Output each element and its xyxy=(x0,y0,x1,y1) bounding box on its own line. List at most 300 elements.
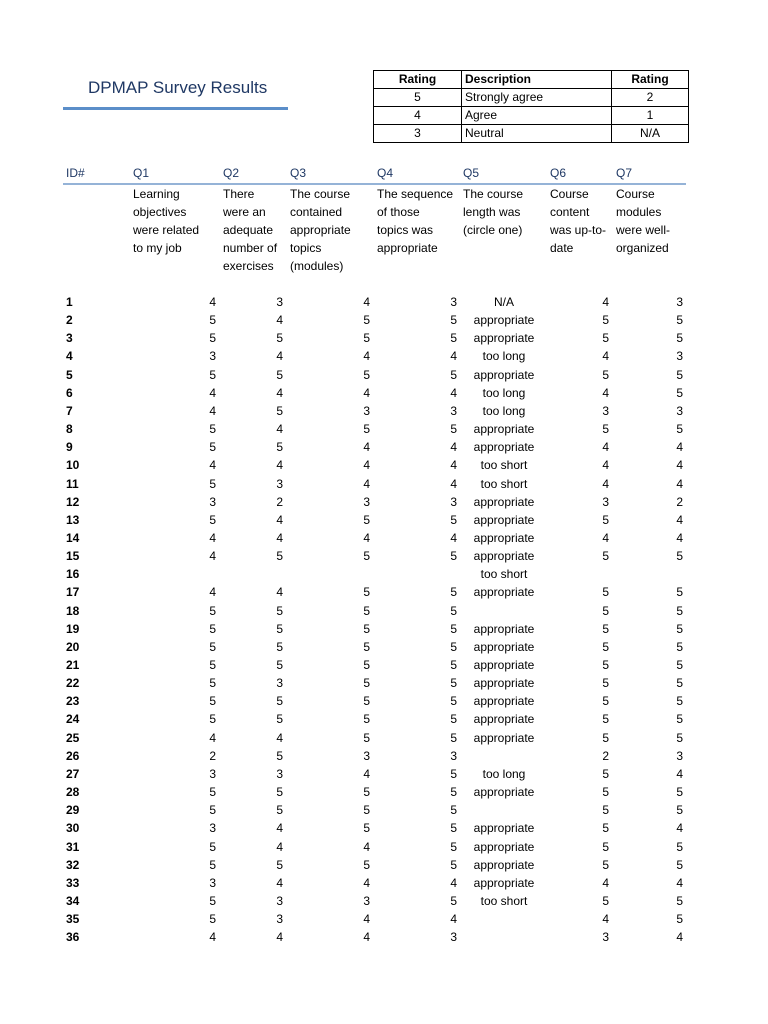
question-line: appropriate xyxy=(290,223,351,237)
q2-cell: 5 xyxy=(276,331,283,346)
q3-cell: 4 xyxy=(363,766,370,781)
id-cell: 20 xyxy=(66,639,80,654)
q3-cell: 5 xyxy=(363,785,370,800)
id-cell: 31 xyxy=(66,839,80,854)
q7-cell: 4 xyxy=(676,821,683,836)
question-line: appropriate xyxy=(377,241,438,255)
question-line: There xyxy=(223,187,255,201)
q3-cell: 3 xyxy=(363,748,370,763)
q3-cell: 5 xyxy=(363,658,370,672)
q4-cell: 5 xyxy=(450,821,457,836)
q4-cell: 4 xyxy=(450,440,457,455)
q7-cell: 3 xyxy=(676,403,683,418)
q3-cell: 4 xyxy=(363,930,370,945)
q5-cell: too short xyxy=(480,893,528,908)
q5-cell: too short xyxy=(480,458,528,473)
id-cell: 17 xyxy=(66,585,80,600)
q5-cell: appropriate xyxy=(473,730,535,745)
id-cell: 25 xyxy=(66,730,80,745)
q7-cell: 3 xyxy=(676,748,683,763)
table-row xyxy=(0,838,768,856)
q4-cell: 3 xyxy=(450,403,457,418)
q1-cell: 5 xyxy=(209,912,216,927)
q5-cell: appropriate xyxy=(473,875,535,890)
q2-cell: 5 xyxy=(276,857,283,872)
question-text-q4 xyxy=(377,185,453,257)
q1-cell: 5 xyxy=(209,512,216,527)
q1-cell: 4 xyxy=(209,530,216,545)
question-line: (circle one) xyxy=(463,223,523,237)
q3-cell: 5 xyxy=(363,313,370,328)
q5-cell: appropriate xyxy=(473,494,535,509)
id-cell: 5 xyxy=(66,367,73,382)
q2-cell: 5 xyxy=(276,403,283,418)
id-cell: 19 xyxy=(66,621,80,636)
table-row xyxy=(0,856,768,874)
table-row xyxy=(0,928,768,946)
id-cell: 15 xyxy=(66,549,80,564)
q1-cell: 3 xyxy=(209,766,216,781)
q1-cell: 5 xyxy=(209,658,216,672)
q3-cell: 5 xyxy=(363,331,370,346)
table-row xyxy=(0,638,768,656)
q7-cell: 5 xyxy=(676,367,683,382)
q1-cell: 5 xyxy=(209,639,216,654)
id-cell: 30 xyxy=(66,821,80,836)
q7-cell: 5 xyxy=(676,785,683,800)
question-line: Course xyxy=(550,187,589,201)
table-row xyxy=(0,892,768,910)
table-row xyxy=(0,765,768,783)
q3-cell: 5 xyxy=(363,422,370,437)
q3-cell: 5 xyxy=(363,549,370,564)
q1-cell: 5 xyxy=(209,313,216,328)
q5-cell: appropriate xyxy=(473,512,535,527)
id-cell: 33 xyxy=(66,875,80,890)
question-text-q7 xyxy=(616,185,670,257)
q4-cell: 5 xyxy=(450,785,457,800)
id-cell: 35 xyxy=(66,912,80,927)
q2-cell: 3 xyxy=(276,893,283,908)
q7-cell: 5 xyxy=(676,585,683,600)
table-row xyxy=(0,602,768,620)
legend-cell: 4 xyxy=(374,107,462,125)
id-cell: 24 xyxy=(66,712,80,727)
q6-cell: 5 xyxy=(602,803,609,818)
q7-cell: 5 xyxy=(676,839,683,854)
q5-cell: appropriate xyxy=(473,585,535,600)
table-row xyxy=(0,347,768,365)
q6-cell: 5 xyxy=(602,621,609,636)
q7-cell: 4 xyxy=(676,512,683,527)
q2-cell: 4 xyxy=(276,458,283,473)
q4-cell: 5 xyxy=(450,658,457,672)
table-row xyxy=(0,456,768,474)
q3-cell: 5 xyxy=(363,803,370,818)
q2-cell: 4 xyxy=(276,512,283,527)
id-cell: 12 xyxy=(66,494,80,509)
legend-header-rating-alt: Rating xyxy=(612,71,689,89)
legend-cell: 2 xyxy=(612,89,689,107)
q4-cell: 4 xyxy=(450,912,457,927)
q6-cell: 5 xyxy=(602,331,609,346)
q3-cell: 4 xyxy=(363,530,370,545)
id-cell: 22 xyxy=(66,676,80,691)
q1-cell: 4 xyxy=(209,930,216,945)
q3-cell: 4 xyxy=(363,875,370,890)
table-row xyxy=(0,438,768,456)
q6-cell: 4 xyxy=(602,295,609,309)
q7-cell: 5 xyxy=(676,422,683,437)
q7-cell: 3 xyxy=(676,295,683,309)
q6-cell: 2 xyxy=(602,748,609,763)
column-header-id: ID# xyxy=(66,166,85,180)
q1-cell: 4 xyxy=(209,549,216,564)
q4-cell: 5 xyxy=(450,639,457,654)
q2-cell: 4 xyxy=(276,313,283,328)
q2-cell: 4 xyxy=(276,585,283,600)
q1-cell: 4 xyxy=(209,585,216,600)
q6-cell: 5 xyxy=(602,639,609,654)
q7-cell: 5 xyxy=(676,893,683,908)
q1-cell: 5 xyxy=(209,367,216,382)
q6-cell: 5 xyxy=(602,603,609,618)
legend-header-row xyxy=(374,71,689,89)
q2-cell: 5 xyxy=(276,621,283,636)
question-line: were well- xyxy=(616,223,671,237)
q1-cell: 5 xyxy=(209,440,216,455)
id-cell: 4 xyxy=(66,349,73,364)
id-cell: 36 xyxy=(66,930,80,945)
q6-cell: 4 xyxy=(602,875,609,890)
q3-cell: 4 xyxy=(363,349,370,364)
question-line: content xyxy=(550,205,590,219)
table-row xyxy=(0,511,768,529)
q2-cell: 4 xyxy=(276,730,283,745)
q7-cell: 5 xyxy=(676,676,683,691)
question-line: topics xyxy=(290,241,322,255)
id-cell: 10 xyxy=(66,458,80,473)
question-text-q5 xyxy=(463,185,523,239)
id-cell: 23 xyxy=(66,694,80,709)
q3-cell: 5 xyxy=(363,639,370,654)
q1-cell: 5 xyxy=(209,476,216,491)
q2-cell: 5 xyxy=(276,785,283,800)
id-cell: 1 xyxy=(66,295,73,309)
id-cell: 9 xyxy=(66,440,73,455)
q1-cell: 5 xyxy=(209,621,216,636)
question-line: to my job xyxy=(133,241,182,255)
q1-cell: 3 xyxy=(209,349,216,364)
q6-cell: 5 xyxy=(602,658,609,672)
q2-cell: 5 xyxy=(276,694,283,709)
q3-cell: 4 xyxy=(363,912,370,927)
q6-cell: 4 xyxy=(602,530,609,545)
q2-cell: 3 xyxy=(276,476,283,491)
id-cell: 34 xyxy=(66,893,80,908)
q6-cell: 4 xyxy=(602,440,609,455)
q1-cell: 5 xyxy=(209,712,216,727)
question-line: Course xyxy=(616,187,655,201)
legend-cell: 5 xyxy=(374,89,462,107)
q7-cell: 5 xyxy=(676,621,683,636)
id-cell: 13 xyxy=(66,512,80,527)
q1-cell: 4 xyxy=(209,385,216,400)
id-cell: 3 xyxy=(66,331,73,346)
q6-cell: 4 xyxy=(602,385,609,400)
q4-cell: 5 xyxy=(450,893,457,908)
id-cell: 11 xyxy=(66,476,79,491)
q4-cell: 4 xyxy=(450,476,457,491)
q2-cell: 3 xyxy=(276,766,283,781)
q1-cell: 5 xyxy=(209,803,216,818)
q5-cell: too short xyxy=(480,567,528,582)
q3-cell: 5 xyxy=(363,712,370,727)
q5-cell: appropriate xyxy=(473,530,535,545)
q7-cell: 5 xyxy=(676,331,683,346)
q5-cell: appropriate xyxy=(473,331,535,346)
table-row xyxy=(0,674,768,692)
q1-cell: 5 xyxy=(209,676,216,691)
id-cell: 21 xyxy=(66,658,80,672)
q4-cell: 5 xyxy=(450,549,457,564)
question-line: objectives xyxy=(133,205,187,219)
q3-cell: 5 xyxy=(363,694,370,709)
q4-cell: 5 xyxy=(450,730,457,745)
table-row xyxy=(0,874,768,892)
q7-cell: 5 xyxy=(676,730,683,745)
q1-cell: 3 xyxy=(209,821,216,836)
id-cell: 14 xyxy=(66,530,80,545)
q4-cell: 5 xyxy=(450,603,457,618)
table-row xyxy=(0,747,768,765)
question-line: modules xyxy=(616,205,662,219)
title-underline xyxy=(63,107,288,110)
table-row xyxy=(0,366,768,384)
q6-cell: 5 xyxy=(602,712,609,727)
q5-cell: too long xyxy=(482,385,526,400)
table-row xyxy=(0,910,768,928)
q4-cell: 5 xyxy=(450,313,457,328)
q1-cell: 5 xyxy=(209,839,216,854)
column-header-q1: Q1 xyxy=(133,166,150,180)
table-row xyxy=(0,311,768,329)
id-cell: 28 xyxy=(66,785,80,800)
q1-cell: 4 xyxy=(209,458,216,473)
id-cell: 7 xyxy=(66,403,73,418)
column-header-q6: Q6 xyxy=(550,166,567,180)
q4-cell: 4 xyxy=(450,349,457,364)
question-line: of those xyxy=(377,205,420,219)
id-cell: 29 xyxy=(66,803,80,818)
legend-row xyxy=(374,125,689,143)
page-title: DPMAP Survey Results xyxy=(88,78,268,97)
q4-cell: 5 xyxy=(450,621,457,636)
legend-cell: Strongly agree xyxy=(462,89,612,107)
q2-cell: 4 xyxy=(276,875,283,890)
q4-cell: 4 xyxy=(450,875,457,890)
q1-cell: 4 xyxy=(209,403,216,418)
table-row xyxy=(0,475,768,493)
q3-cell: 4 xyxy=(363,295,370,309)
question-line: contained xyxy=(290,205,343,219)
q4-cell: 4 xyxy=(450,530,457,545)
q3-cell: 5 xyxy=(363,603,370,618)
q7-cell: 4 xyxy=(676,875,683,890)
id-cell: 16 xyxy=(66,567,80,582)
q4-cell: 3 xyxy=(450,494,457,509)
q4-cell: 5 xyxy=(450,676,457,691)
q5-cell: too long xyxy=(482,766,526,781)
q2-cell: 3 xyxy=(276,912,283,927)
q2-cell: 5 xyxy=(276,440,283,455)
q2-cell: 5 xyxy=(276,549,283,564)
q2-cell: 5 xyxy=(276,748,283,763)
q1-cell: 5 xyxy=(209,331,216,346)
q3-cell: 5 xyxy=(363,676,370,691)
question-text-q1 xyxy=(133,185,199,257)
q7-cell: 5 xyxy=(676,712,683,727)
table-row xyxy=(0,384,768,402)
q7-cell: 4 xyxy=(676,476,683,491)
q5-cell: appropriate xyxy=(473,694,535,709)
q4-cell: 3 xyxy=(450,295,457,309)
q5-cell: appropriate xyxy=(473,639,535,654)
q6-cell: 5 xyxy=(602,367,609,382)
q7-cell: 4 xyxy=(676,458,683,473)
q6-cell: 5 xyxy=(602,512,609,527)
q6-cell: 5 xyxy=(602,766,609,781)
q6-cell: 5 xyxy=(602,785,609,800)
q6-cell: 5 xyxy=(602,422,609,437)
question-line: topics was xyxy=(377,223,434,237)
q3-cell: 3 xyxy=(363,403,370,418)
legend-header-rating: Rating xyxy=(374,71,462,89)
q5-cell: appropriate xyxy=(473,712,535,727)
question-line: The course xyxy=(290,187,351,201)
q6-cell: 3 xyxy=(602,930,609,945)
q3-cell: 3 xyxy=(363,893,370,908)
q5-cell: too long xyxy=(482,403,526,418)
q3-cell: 5 xyxy=(363,821,370,836)
table-row xyxy=(0,819,768,837)
q5-cell: appropriate xyxy=(473,785,535,800)
q4-cell: 5 xyxy=(450,694,457,709)
id-cell: 2 xyxy=(66,313,73,328)
q1-cell: 5 xyxy=(209,857,216,872)
q1-cell: 3 xyxy=(209,494,216,509)
q7-cell: 4 xyxy=(676,766,683,781)
legend-cell: Agree xyxy=(462,107,612,125)
q3-cell: 4 xyxy=(363,839,370,854)
q5-cell: appropriate xyxy=(473,440,535,455)
table-row xyxy=(0,547,768,565)
legend-row xyxy=(374,107,689,125)
q4-cell: 5 xyxy=(450,712,457,727)
question-line: exercises xyxy=(223,259,274,273)
q7-cell: 4 xyxy=(676,530,683,545)
q2-cell: 3 xyxy=(276,676,283,691)
q3-cell: 4 xyxy=(363,476,370,491)
q1-cell: 2 xyxy=(209,748,216,763)
q2-cell: 4 xyxy=(276,821,283,836)
q6-cell: 5 xyxy=(602,857,609,872)
question-line: length was xyxy=(463,205,521,219)
q3-cell: 5 xyxy=(363,730,370,745)
q1-cell: 5 xyxy=(209,422,216,437)
table-row xyxy=(0,565,768,583)
q6-cell: 5 xyxy=(602,821,609,836)
q3-cell: 5 xyxy=(363,512,370,527)
q2-cell: 3 xyxy=(276,295,283,309)
q3-cell: 5 xyxy=(363,621,370,636)
q6-cell: 5 xyxy=(602,549,609,564)
q7-cell: 3 xyxy=(676,349,683,364)
q6-cell: 3 xyxy=(602,403,609,418)
q7-cell: 4 xyxy=(676,440,683,455)
q2-cell: 5 xyxy=(276,639,283,654)
question-line: were an xyxy=(223,205,266,219)
q7-cell: 5 xyxy=(676,658,683,672)
q7-cell: 5 xyxy=(676,549,683,564)
id-cell: 18 xyxy=(66,603,80,618)
q2-cell: 4 xyxy=(276,422,283,437)
question-line: organized xyxy=(616,241,669,255)
q7-cell: 5 xyxy=(676,857,683,872)
question-text-q2 xyxy=(223,185,277,275)
question-line: (modules) xyxy=(290,259,344,273)
q6-cell: 5 xyxy=(602,313,609,328)
question-line: Learning xyxy=(133,187,180,201)
question-text-q3 xyxy=(290,185,351,275)
q6-cell: 5 xyxy=(602,676,609,691)
table-row xyxy=(0,529,768,547)
q7-cell: 5 xyxy=(676,803,683,818)
question-text-q6 xyxy=(550,185,606,257)
column-header-q7: Q7 xyxy=(616,166,633,180)
table-row xyxy=(0,692,768,710)
q4-cell: 5 xyxy=(450,585,457,600)
table-row xyxy=(0,801,768,819)
table-row xyxy=(0,329,768,347)
q4-cell: 5 xyxy=(450,422,457,437)
q1-cell: 4 xyxy=(209,295,216,309)
q7-cell: 2 xyxy=(676,494,683,509)
rating-legend-table xyxy=(373,70,689,143)
q7-cell: 5 xyxy=(676,912,683,927)
q5-cell: appropriate xyxy=(473,422,535,437)
q5-cell: appropriate xyxy=(473,821,535,836)
q2-cell: 5 xyxy=(276,658,283,672)
table-row xyxy=(0,402,768,420)
q6-cell: 5 xyxy=(602,839,609,854)
q6-cell: 4 xyxy=(602,476,609,491)
q7-cell: 5 xyxy=(676,694,683,709)
legend-cell: N/A xyxy=(612,125,689,143)
q3-cell: 3 xyxy=(363,494,370,509)
q4-cell: 4 xyxy=(450,458,457,473)
q5-cell: N/A xyxy=(493,295,514,309)
q1-cell: 3 xyxy=(209,875,216,890)
question-line: The sequence xyxy=(377,187,454,201)
q5-cell: too long xyxy=(482,349,526,364)
q2-cell: 5 xyxy=(276,367,283,382)
q7-cell: 5 xyxy=(676,385,683,400)
q2-cell: 2 xyxy=(276,494,283,509)
q4-cell: 5 xyxy=(450,331,457,346)
q5-cell: too short xyxy=(480,476,528,491)
q3-cell: 5 xyxy=(363,585,370,600)
